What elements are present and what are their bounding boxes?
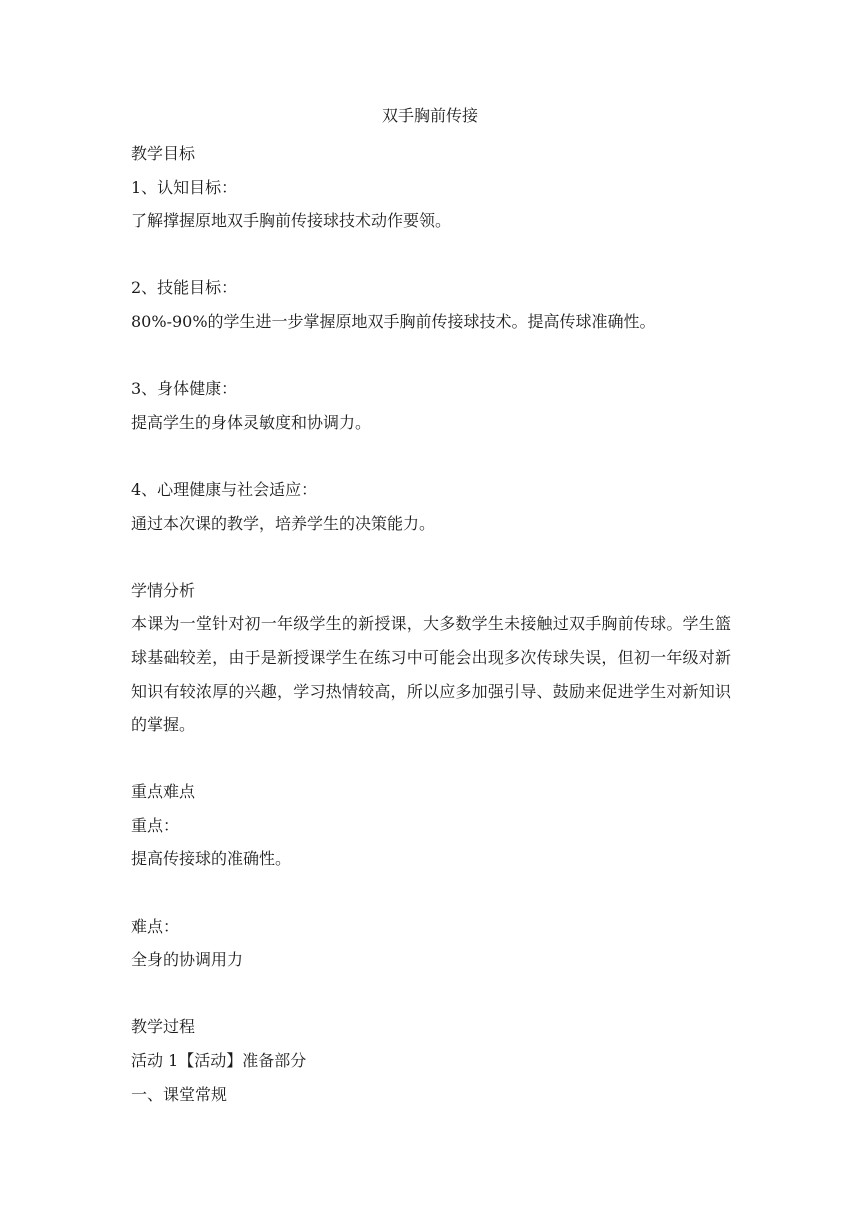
blank-line bbox=[131, 540, 731, 574]
cognitive-goal-label: 1、认知目标： bbox=[131, 177, 238, 197]
cognitive-goal-text: 了解撑握原地双手胸前传接球技术动作要领。 bbox=[131, 211, 452, 231]
objectives-heading: 教学目标 bbox=[131, 144, 196, 163]
analysis-paragraph: 本课为一堂针对初一年级学生的新授课，大多数学生未接触过双手胸前传球。学生篮球基础较差，由于是新授课学生在练习中可能会出现多次传球失误，但初一年级对新知识有较浓厚的兴趣，学习热情较高，所以应多加强引导、鼓励来促进学生对新知识的掌握。 bbox=[131, 614, 731, 735]
blank-line bbox=[131, 439, 731, 473]
analysis-heading: 学情分析 bbox=[131, 580, 196, 600]
difficulty-label: 难点： bbox=[131, 916, 180, 936]
skill-goal-text: 80%-90%的学生进一步掌握原地双手胸前传接球技术。提高传球准确性。 bbox=[131, 311, 656, 331]
blank-line bbox=[131, 742, 731, 776]
class-routine-heading: 一、课堂常规 bbox=[131, 1084, 228, 1104]
activity-1-title: 活动 1【活动】准备部分 bbox=[131, 1051, 307, 1071]
skill-goal-label: 2、技能目标： bbox=[131, 278, 238, 298]
blank-line bbox=[131, 876, 731, 910]
mental-goal-label: 4、心理健康与社会适应： bbox=[131, 479, 318, 499]
physical-goal-text: 提高学生的身体灵敏度和协调力。 bbox=[131, 412, 372, 432]
blank-line bbox=[131, 339, 731, 373]
key-point-text: 提高传接球的准确性。 bbox=[131, 849, 292, 869]
document-body bbox=[131, 137, 731, 1111]
difficulty-text: 全身的协调用力 bbox=[131, 950, 244, 970]
blank-line bbox=[131, 238, 731, 272]
document-title: 双手胸前传接 bbox=[381, 106, 478, 125]
blank-line bbox=[131, 977, 731, 1011]
mental-goal-text: 通过本次课的教学，培养学生的决策能力。 bbox=[131, 513, 436, 533]
process-heading: 教学过程 bbox=[131, 1017, 196, 1037]
key-point-label: 重点： bbox=[131, 815, 180, 835]
keypoints-heading: 重点难点 bbox=[131, 782, 196, 802]
physical-goal-label: 3、身体健康： bbox=[131, 379, 238, 399]
